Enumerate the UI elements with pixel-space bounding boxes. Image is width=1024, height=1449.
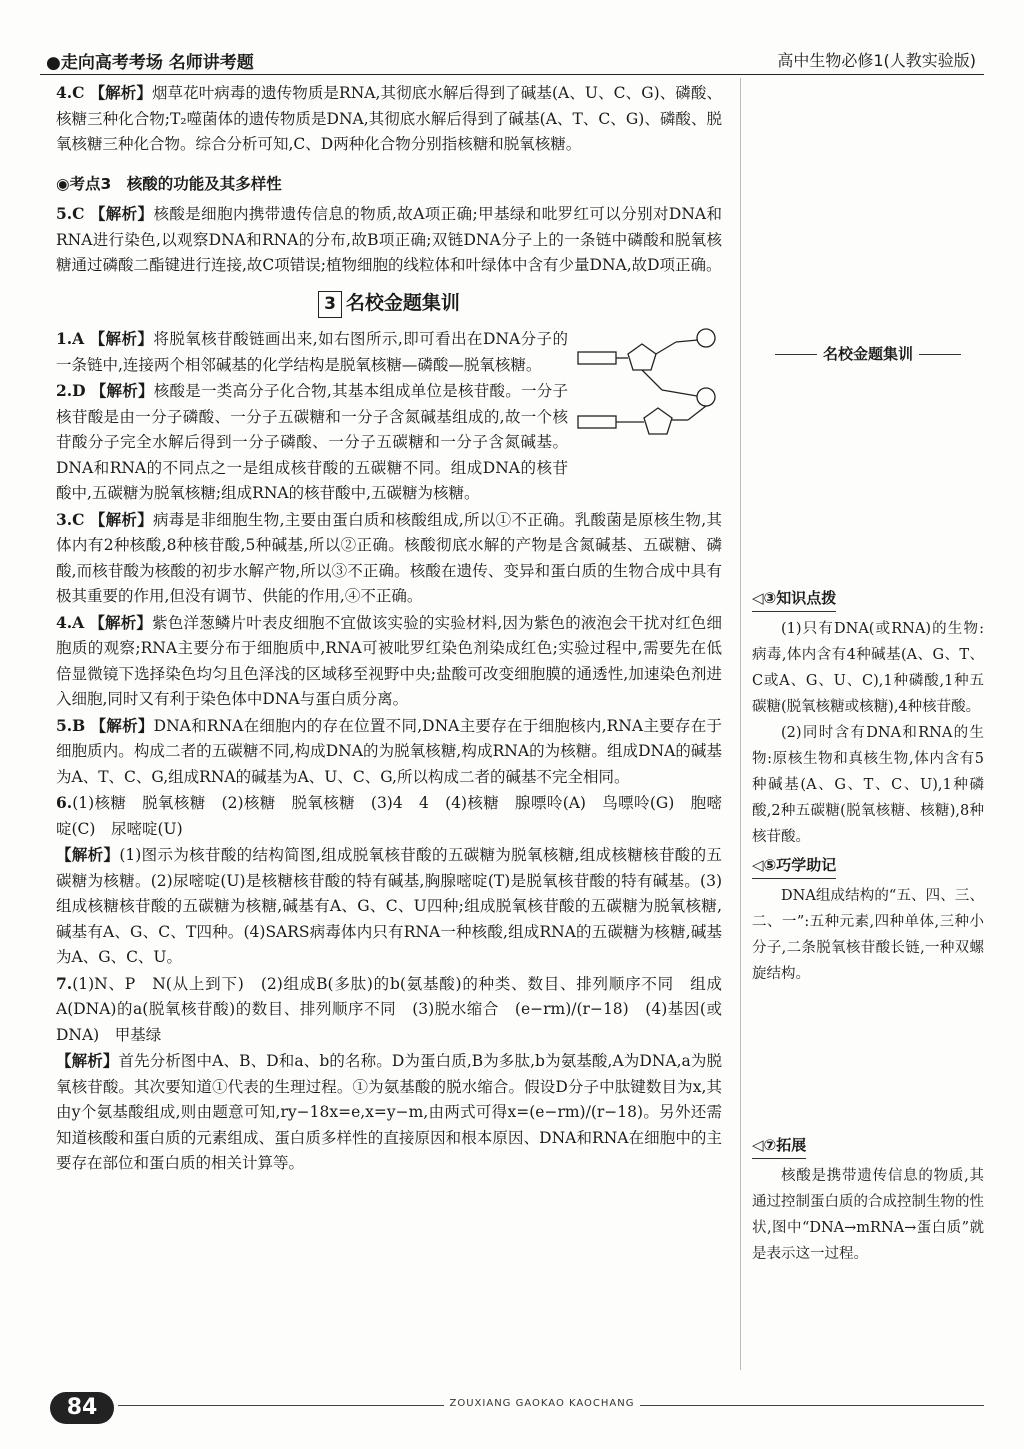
analysis-tag: 【解析】 [89, 509, 154, 529]
answer-item [56, 201, 722, 279]
note-text: 核酸是携带遗传信息的物质,其通过控制蛋白质的合成控制生物的性状,图中“DNA→mRNA→蛋白质”就是表示这一过程。 [752, 1168, 984, 1262]
analysis-text: 首先分析图中A、B、D和a、b的名称。D为蛋白质,B为多肽,b为氨基酸,A为DNA,a为脱氧核苷酸。其次要知道①代表的生理过程。①为氨基酸的脱水缩合。假设D分子中肽键数目为x,其由y个氨基酸组成,则由题意可知,ry−18x=e,x=y−m,由两式可得x=(e−rm)/(r−18)。另外还需知道核酸和蛋白质的元素组成、蛋白质多样性的直接原因和根本原因、DNA和RNA在细胞中的主要存在部位和蛋白质的相关计算等。 [56, 1052, 722, 1172]
answer-text: (1)核糖 脱氧核糖 (2)核糖 脱氧核糖 (3)4 4 (4)核糖 腺嘌呤(A) 鸟嘌呤(G) 胞嘧啶(C) 尿嘧啶(U) [56, 794, 722, 838]
analysis-tag: 【解析】 [90, 381, 154, 400]
analysis-paragraph [56, 1048, 722, 1177]
answer-item [56, 610, 722, 713]
sidebar-note-extension [752, 1132, 984, 1267]
note-title: ◁⑤巧学助记 [752, 852, 836, 879]
answer-item [56, 713, 722, 791]
footer-text [120, 1398, 964, 1409]
header-rule [40, 74, 984, 75]
note-text: (1)只有DNA(或RNA)的生物:病毒,体内含有4种碱基(A、G、T、C或A、G、U、C),1种磷酸,1种五碳糖(脱氧核糖或核糖),4种核苷酸。 [752, 621, 984, 715]
sidebar-heading: 名校金题集训 [752, 343, 984, 364]
answer-text: (1)N、P N(从上到下) (2)组成B(多肽)的b(氨基酸)的种类、数目、排列顺序不同 组成A(DNA)的a(脱氧核苷酸)的数目、排列顺序不同 (3)脱水缩合 (e−rm)/(r−18) (4)基因(或DNA) 甲基绿 [56, 974, 722, 1044]
base-rect-bottom [578, 416, 616, 428]
answer-item [56, 80, 722, 158]
analysis-tag: 【解析】 [89, 329, 154, 348]
section-number: 3 [318, 291, 342, 319]
analysis-text: (1)图示为核苷酸的结构简图,组成脱氧核苷酸的五碳糖为脱氧核糖,组成核糖核苷酸的五碳糖为核糖。(2)尿嘧啶(U)是核糖核苷酸的特有碱基,胸腺嘧啶(T)是脱氧核苷酸的特有碱基。(3)组成核糖核苷酸的五碳糖为核糖,碱基有A、G、C、U四种;组成脱氧核苷酸的五碳糖为脱氧核糖,碱基有A、G、C、T四种。(4)SARS病毒体内只有RNA一种核酸,组成RNA的五碳糖为核糖,碱基为A、G、C、U。 [56, 846, 722, 966]
phosphate-circle-bottom [697, 388, 715, 406]
analysis-tag: 【解析】 [89, 83, 152, 102]
sugar-pentagon-bottom [644, 408, 672, 434]
item-number: 6. [56, 793, 73, 812]
analysis-tag: 【解析】 [89, 612, 153, 632]
sidebar-note-mnemonic [752, 852, 984, 987]
note-title: ◁⑦拓展 [752, 1132, 806, 1159]
page-number: 84 [50, 1392, 114, 1424]
answer-item [56, 971, 722, 1049]
sugar-pentagon-top [628, 344, 656, 370]
analysis-text: 核酸是一类高分子化合物,其基本组成单位是核苷酸。一分子核苷酸是由一分子磷酸、一分子五碳糖和一分子含氮碱基组成的,故一个核苷酸分子完全水解后得到一分子磷酸、一分子五碳糖和一分子含氮碱基。DNA和RNA的不同点之一是组成核苷酸的五碳糖不同。组成DNA的核苷酸中,五碳糖为脱氧核糖;组成RNA的核苷酸中,五碳糖为核糖。 [56, 382, 568, 502]
item-number: 2.D [56, 381, 86, 400]
item-number: 7. [56, 973, 73, 993]
item-number: 1.A [56, 329, 85, 348]
note-text: (2)同时含有DNA和RNA的生物:原核生物和真核生物,体内含有5种碱基(A、G、T、C、U),1种磷酸,2种五碳糖(脱氧核糖、核糖),8种核苷酸。 [752, 725, 984, 845]
sidebar-note-knowledge [752, 585, 984, 850]
item-number: 5.B [56, 715, 86, 735]
analysis-tag: 【解析】 [89, 204, 154, 223]
header-series-title: ●走向高考考场 名师讲考题 [46, 53, 254, 73]
note-text: DNA组成结构的“五、四、三、二、一”:五种元素,四种单体,三种小分子,二条脱氧核苷酸长链,一种双螺旋结构。 [752, 888, 984, 982]
base-rect-top [578, 352, 616, 364]
phosphate-circle-top [697, 329, 715, 347]
analysis-text: 紫色洋葱鳞片叶表皮细胞不宜做该实验的实验材料,因为紫色的液泡会干扰对红色细胞质的观察;RNA主要分布于细胞质中,RNA可被吡罗红染色剂染成红色;实验过程中,需要先在低倍显微镜下选择染色均匀且色泽浅的区域移至视野中央;盐酸可改变细胞膜的通透性,加速染色剂进入细胞,同时又有利于染色体中DNA与蛋白质分离。 [56, 613, 722, 708]
item-number: 4.C [56, 83, 85, 102]
analysis-text: 核酸是细胞内携带遗传信息的物质,故A项正确;甲基绿和吡罗红可以分别对DNA和RNA进行染色,以观察DNA和RNA的分布,故B项正确;双链DNA分子上的一条链中磷酸和脱氧核糖通过磷酸二酯键进行连接,故C项错误;植物细胞的线粒体和叶绿体中含有少量DNA,故D项正确。 [56, 205, 722, 274]
analysis-text: 将脱氧核苷酸链画出来,如右图所示,即可看出在DNA分子的一条链中,连接两个相邻碱基的化学结构是脱氧核糖—磷酸—脱氧核糖。 [56, 330, 568, 374]
answer-item [56, 507, 722, 610]
column-divider [740, 78, 741, 1370]
nucleotide-chain-diagram [576, 326, 726, 506]
answer-item [56, 790, 722, 842]
analysis-text: 烟草花叶病毒的遗传物质是RNA,其彻底水解后得到了碱基(A、U、C、G)、磷酸、核糖三种化合物;T₂噬菌体的遗传物质是DNA,其彻底水解后得到了碱基(A、T、C、G)、磷酸、脱氧核糖三种化合物。综合分析可知,C、D两种化合物分别指核糖和脱氧核糖。 [56, 84, 722, 153]
main-column [56, 80, 722, 1177]
analysis-text: 病毒是非细胞生物,主要由蛋白质和核酸组成,所以①不正确。乳酸菌是原核生物,其体内有2种核酸,8种核苷酸,5种碱基,所以②正确。核酸彻底水解的产物是含氮碱基、五碳糖、磷酸,而核苷酸为核酸的初步水解产物,所以③不正确。核酸在遗传、变异和蛋白质的生物合成中具有极其重要的作用,但没有调节、供能的作用,④不正确。 [56, 510, 722, 605]
item-number: 4.A [56, 612, 85, 632]
note-title: ◁③知识点拨 [752, 585, 836, 612]
analysis-paragraph [56, 842, 722, 971]
analysis-tag: 【解析】 [56, 845, 120, 864]
section-title-text: 名校金题集训 [345, 291, 460, 314]
item-number: 5.C [56, 204, 85, 223]
analysis-text: DNA和RNA在细胞内的存在位置不同,DNA主要存在于细胞核内,RNA主要存在于细胞质内。构成二者的五碳糖不同,构成DNA的为脱氧核糖,构成RNA的为核糖。组成DNA的碱基为A、T、C、G,组成RNA的碱基为A、U、C、G,所以构成二者的碱基不完全相同。 [56, 716, 722, 786]
analysis-tag: 【解析】 [56, 1051, 119, 1070]
analysis-tag: 【解析】 [90, 715, 154, 735]
footer-label: ZOUXIANG GAOKAO KAOCHANG [444, 1398, 641, 1409]
item-number: 3.C [56, 509, 85, 529]
header-book-title: 高中生物必修1(人教实验版) [777, 51, 976, 70]
section-title [56, 291, 722, 319]
section-heading: ◉考点3 核酸的功能及其多样性 [56, 174, 282, 193]
